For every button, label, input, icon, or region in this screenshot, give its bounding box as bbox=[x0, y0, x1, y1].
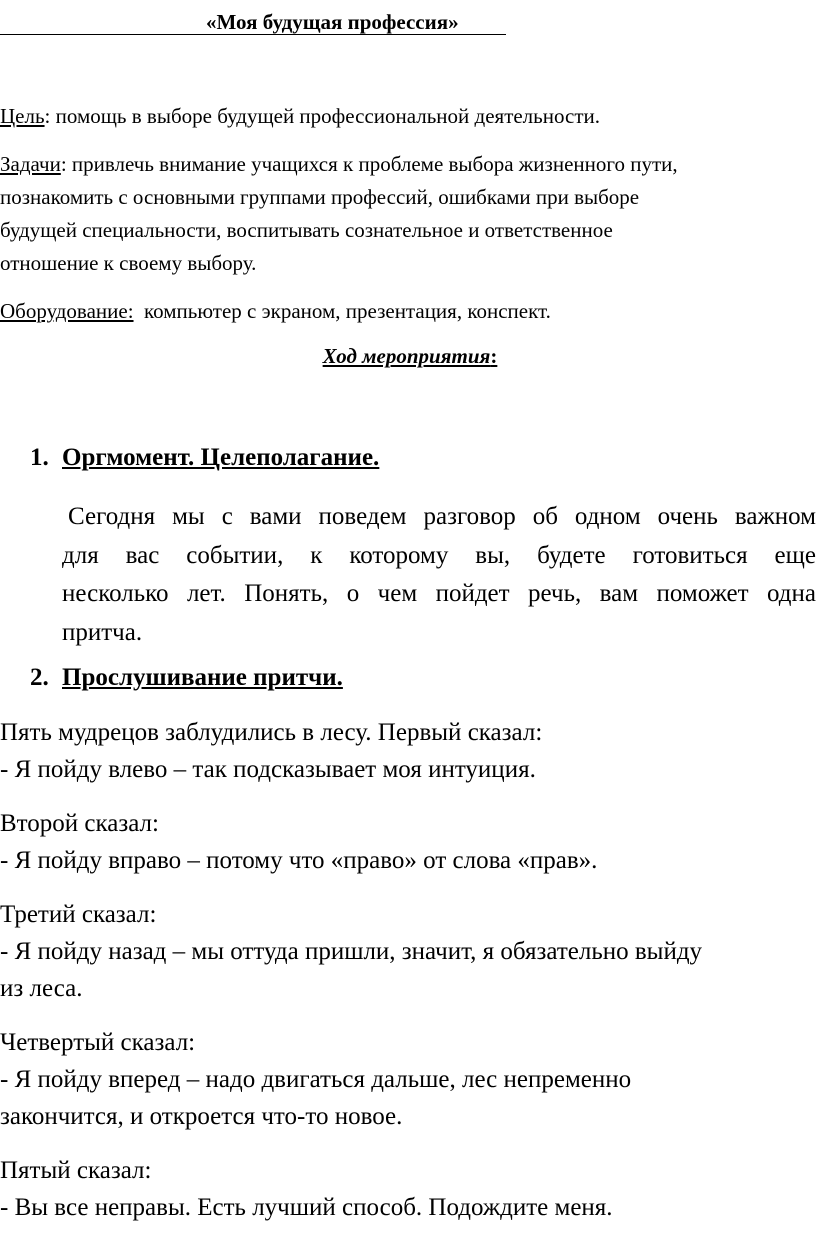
tasks-line-1 bbox=[0, 148, 678, 181]
section-1-number: 1. bbox=[30, 444, 49, 471]
parable-line: из леса. bbox=[0, 975, 83, 1002]
goal-label: Цель bbox=[0, 104, 45, 128]
event-heading-colon: : bbox=[490, 344, 498, 368]
paragraph-line: для вас событии, к которому вы, будете готовиться еще bbox=[62, 541, 816, 569]
parable-line: Пять мудрецов заблудились в лесу. Первый сказал: bbox=[0, 719, 543, 746]
document-title: «Моя будущая профессия» bbox=[206, 10, 459, 34]
parable-line: - Я пойду вперед – надо двигаться дальше, лес непременно bbox=[0, 1066, 632, 1093]
equipment-line bbox=[0, 295, 551, 328]
parable-line: - Я пойду вправо – потому что «право» от слова «прав». bbox=[0, 847, 598, 874]
parable-line: Пятый сказал: bbox=[0, 1157, 152, 1184]
parable-line: Четвертый сказал: bbox=[0, 1029, 196, 1056]
parable-line: Второй сказал: bbox=[0, 810, 159, 837]
parable-line: - Я пойду влево – так подсказывает моя интуиция. bbox=[0, 756, 536, 783]
parable-line: - Я пойду назад – мы оттуда пришли, значит, я обязательно выйду bbox=[0, 938, 703, 965]
goal-text: : помощь в выборе будущей профессиональной деятельности. bbox=[44, 104, 600, 128]
section-2-heading bbox=[30, 664, 343, 692]
equipment-text: компьютер с экраном, презентация, конспект. bbox=[144, 299, 551, 323]
event-heading bbox=[0, 344, 816, 369]
tasks-text: : привлечь внимание учащихся к проблеме выбора жизненного пути, bbox=[60, 152, 678, 176]
tasks-line-3: будущей специальности, воспитывать сознательное и ответственное bbox=[0, 218, 613, 242]
title-line bbox=[0, 6, 506, 35]
tasks-label: Задачи bbox=[0, 152, 61, 176]
paragraph-line: притча. bbox=[62, 618, 143, 646]
section-1-title: Оргмомент. Целеполагание. bbox=[62, 444, 380, 471]
tasks-line-4: отношение к своему выбору. bbox=[0, 251, 257, 275]
paragraph-line: Сегодня мы с вами поведем разговор об одном очень важном bbox=[68, 503, 816, 530]
equipment-label: Оборудование: bbox=[0, 299, 134, 323]
parable-line: - Вы все неправы. Есть лучший способ. Подождите меня. bbox=[0, 1194, 613, 1221]
tasks-line-2: познакомить с основными группами профессий, ошибками при выборе bbox=[0, 185, 640, 209]
section-1-heading bbox=[30, 444, 379, 472]
goal-line bbox=[0, 100, 600, 133]
parable-line: закончится, и откроется что-то новое. bbox=[0, 1103, 403, 1130]
section-2-number: 2. bbox=[30, 664, 49, 691]
parable-line: Третий сказал: bbox=[0, 901, 157, 928]
section-2-title: Прослушивание притчи. bbox=[62, 664, 343, 691]
paragraph-line: несколько лет. Понять, о чем пойдет речь, вам поможет одна bbox=[62, 580, 816, 608]
section-1-paragraph bbox=[62, 498, 816, 652]
event-heading-text: Ход мероприятия bbox=[322, 344, 491, 368]
